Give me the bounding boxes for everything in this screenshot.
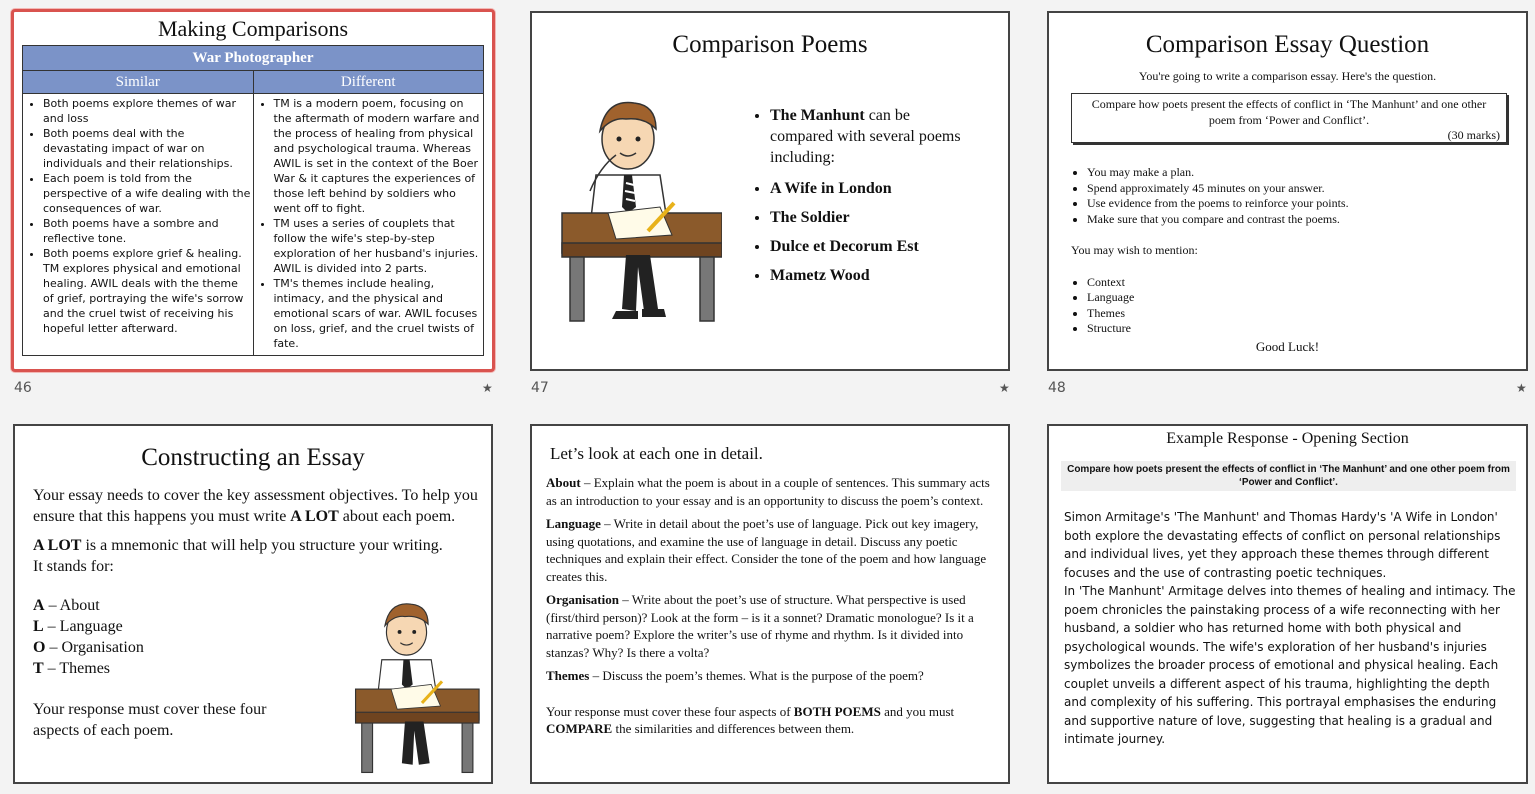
manhunt-bold: The Manhunt [770, 107, 865, 124]
slide-48-number: 48 [1048, 380, 1066, 396]
different-cell [253, 94, 484, 356]
slide-47-thumbnail[interactable] [530, 11, 1010, 371]
essay-question-box [1071, 93, 1507, 143]
col-similar: Similar [23, 71, 254, 94]
mention-item: • Structure [1087, 321, 1511, 337]
essay-intro: You're going to write a comparison essay. Here's the question. [1138, 69, 1437, 83]
para-1: Your essay needs to cover the key assessment objectives. To help you ensure that this happens you must write A LOT about each poem. [33, 487, 478, 525]
slide-49-title: Constructing an Essay [141, 444, 365, 471]
example-response-text [1064, 508, 1516, 749]
slide-48-thumbnail[interactable] [1047, 11, 1528, 371]
poem-item: • Mametz Wood [770, 261, 970, 290]
mnemonic-item: A – About [33, 597, 100, 614]
student-at-desk-illustration [556, 95, 722, 323]
slide-49-thumbnail[interactable] [13, 424, 493, 784]
section-themes: Themes – Discuss the poem’s themes. What is the purpose of the poem? [546, 668, 924, 683]
instructions [1071, 165, 1511, 337]
slide-46-thumbnail[interactable] [11, 9, 495, 372]
different-item: • TM is a modern poem, focusing on the aftermath of modern warfare and the process of healing from physical and psychological trauma. Whereas AWIL is set in the context of the Boer War & it captures the experiences of those left behind by soldiers who went off to fight. [274, 96, 482, 216]
different-item: • TM's themes include healing, intimacy, and the physical and emotional scars of war. AWIL focuses on loss, grief, and the cruel twists of fate. [274, 276, 482, 351]
slide-48-title: Comparison Essay Question [1145, 31, 1430, 58]
similar-cell [23, 94, 254, 356]
table-title: War Photographer [23, 46, 484, 71]
slide-51-title: Example Response - Opening Section [1166, 430, 1409, 447]
similar-item: • Both poems deal with the devastating impact of war on individuals and their relationships. [43, 126, 251, 171]
slide-50-heading: Let’s look at each one in detail. [550, 444, 763, 463]
instruction-item: • Make sure that you compare and contrast the poems. [1087, 212, 1511, 228]
slide-50-closing: Your response must cover these four aspects of BOTH POEMS and you must COMPARE the similarities and differences between them. [546, 703, 955, 736]
para-2: A LOT is a mnemonic that will help you structure your writing. It stands for: [33, 537, 443, 575]
mention-item: • Context [1087, 275, 1511, 291]
response-para-1: Simon Armitage's 'The Manhunt' and Thomas Hardy's 'A Wife in London' both explore the devastating effects of conflict on personal relationships and individual lives, yet they approach these themes through different focuses and the use of contrasting poetic techniques. [1064, 510, 1501, 580]
intro-text: can be compared with several poems including: [770, 107, 961, 166]
instruction-item: • You may make a plan. [1087, 165, 1511, 181]
section-language: Language – Write in detail about the poet’s use of language. Pick out key imagery, using quotations, and examine the use of language in detail. Discuss any poetic techniques and explain their effect. Consider the tone of the poem and how language creates this. [546, 516, 987, 584]
different-item: • TM uses a series of couplets that follow the wife's step-by-step exploration of her husband's injuries. AWIL is divided into 2 parts. [274, 216, 482, 276]
student-at-desk-illustration [349, 598, 481, 774]
comparison-table [22, 45, 484, 356]
poem-item: • The Soldier [770, 203, 970, 232]
slide-51-thumbnail[interactable] [1047, 424, 1528, 784]
slide-48-star-icon[interactable]: ★ [1516, 381, 1527, 395]
slide-46-number: 46 [14, 380, 32, 396]
section-organisation: Organisation – Write about the poet’s use of structure. What perspective is used (first/third person)? Look at the form – is it a sonnet? Dramatic monologue? Is it a narrative poem? Explore the writer’s use of rhyme and rhythm. Is it divided into stanzas? Why? Is there a volta? [546, 592, 974, 660]
example-question-box [1061, 461, 1516, 491]
slide-46-star-icon[interactable]: ★ [482, 381, 493, 395]
mention-item: • Themes [1087, 306, 1511, 322]
comparison-poems-list [754, 105, 970, 290]
essay-question: Compare how poets present the effects of conflict in ‘The Manhunt’ and one other poem from ‘Power and Conflict’. [1091, 97, 1487, 127]
mnemonic-item: T – Themes [33, 660, 111, 677]
slide-47-star-icon[interactable]: ★ [999, 381, 1010, 395]
mnemonic-item: L – Language [33, 618, 123, 635]
poem-item: • Dulce et Decorum Est [770, 232, 970, 261]
similar-item: • Each poem is told from the perspective of a wife dealing with the consequences of war. [43, 171, 251, 216]
section-about: About – Explain what the poem is about in a couple of sentences. This summary acts as an introduction to your essay and is an opportunity to discuss the poem’s context. [546, 475, 990, 508]
response-para-2: In 'The Manhunt' Armitage delves into themes of healing and intimacy. The poem chronicles the painstaking process of a wife reconnecting with her husband, a soldier who has returned home with both physical and psychological wounds. The wife's exploration of her husband's injuries symbolizes the broader process of emotional and physical healing. Each couplet unveils a different aspect of his trauma, highlighting the depth and complexity of his suffering. This portrayal emphasises the enduring and supportive nature of love, suggesting that healing is a gradual and intimate journey. [1064, 584, 1516, 746]
poem-item: • A Wife in London [770, 174, 970, 203]
slide-47-number: 47 [531, 380, 549, 396]
good-luck: Good Luck! [1255, 339, 1320, 354]
detail-sections [546, 474, 998, 738]
marks: (30 marks) [1447, 128, 1500, 142]
slide-46-title: Making Comparisons [157, 16, 349, 41]
col-different: Different [253, 71, 484, 94]
slide-50-thumbnail[interactable] [530, 424, 1010, 784]
slide-47-title: Comparison Poems [672, 31, 868, 58]
similar-item: • Both poems have a sombre and reflective tone. [43, 216, 251, 246]
example-question: Compare how poets present the effects of conflict in ‘The Manhunt’ and one other poem from ‘Power and Conflict’. [1067, 464, 1510, 488]
mention-label: You may wish to mention: [1071, 243, 1198, 257]
similar-item: • Both poems explore grief & healing. TM explores physical and emotional healing. AWIL deals with the theme of grief, portraying the wife's sorrow and the cruel twist of receiving his hopeful letter afterward. [43, 246, 251, 336]
mnemonic-item: O – Organisation [33, 639, 144, 656]
mention-item: • Language [1087, 290, 1511, 306]
closing-text: Your response must cover these four aspects of each poem. [33, 701, 267, 739]
similar-item: • Both poems explore themes of war and loss [43, 96, 251, 126]
instruction-item: • Use evidence from the poems to reinforce your points. [1087, 196, 1511, 212]
intro-item [770, 105, 970, 168]
instruction-item: • Spend approximately 45 minutes on your answer. [1087, 181, 1511, 197]
